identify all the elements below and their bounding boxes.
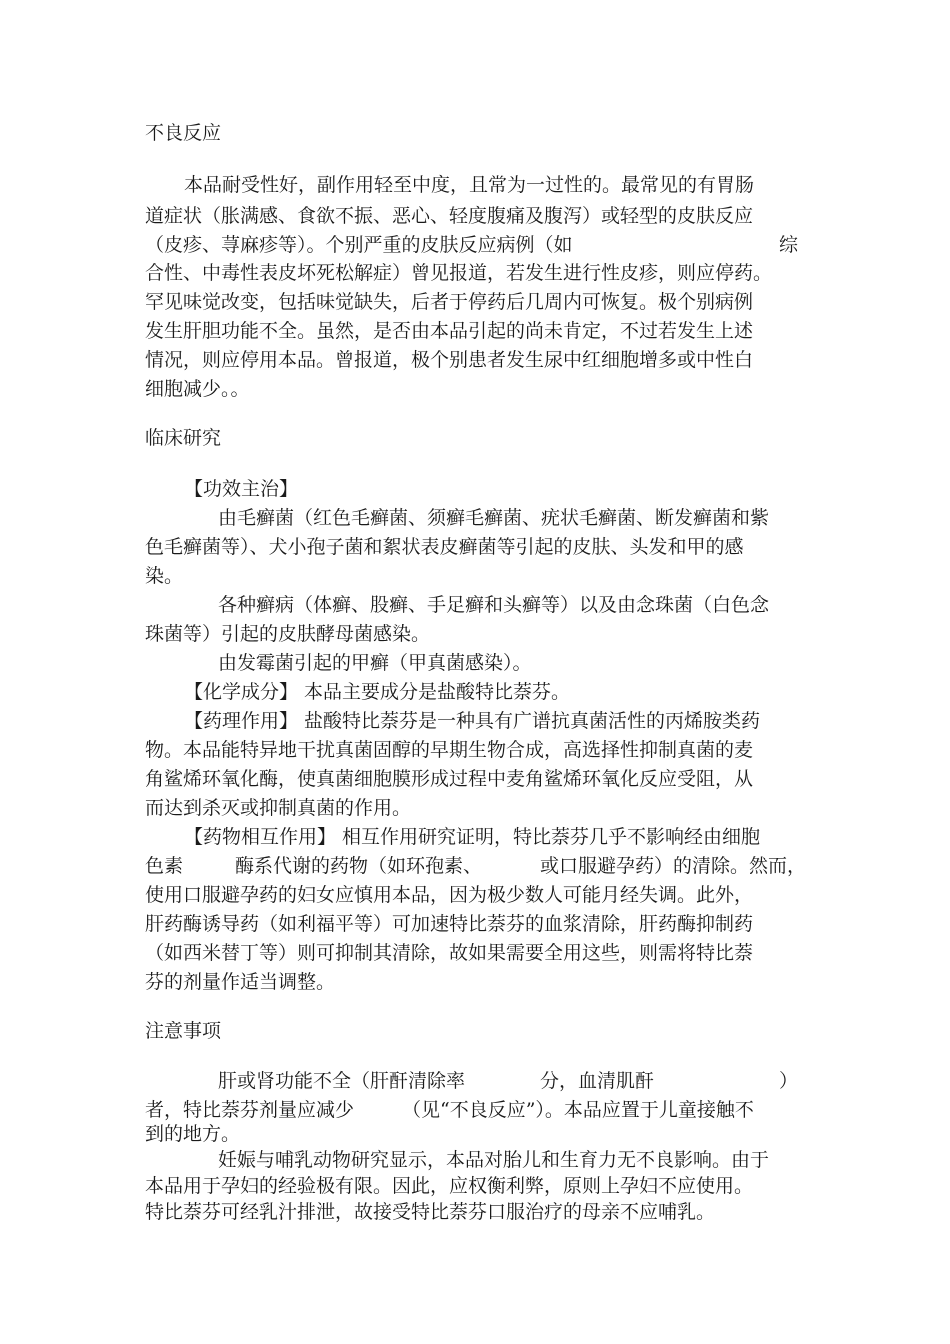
text-line: 本品耐受性好，副作用轻至中度，且常为一过性的。最常见的有胃肠 xyxy=(184,174,755,196)
text-line: 细胞减少。。 xyxy=(145,378,250,400)
text-line: 综 xyxy=(779,234,799,256)
section-title-clinical-research: 临床研究 xyxy=(145,427,222,449)
text-line: 或口服避孕药）的清除。然而， xyxy=(540,855,807,877)
text-line: 各种癣病（体癣、股癣、手足癣和头癣等）以及由念珠菌（白色念 xyxy=(218,594,770,616)
text-line: 本品用于孕妇的经验极有限。因此，应权衡利弊，原则上孕妇不应使用。 xyxy=(145,1175,754,1197)
label-chemical-composition: 【化学成分】 本品主要成分是盐酸特比萘芬。 xyxy=(184,681,571,703)
label-pharmacology: 【药理作用】 盐酸特比萘芬是一种具有广谱抗真菌活性的丙烯胺类药 xyxy=(184,710,761,732)
text-line: 分，血清肌酐 xyxy=(540,1070,655,1092)
text-line: 肝或肾功能不全（肝酐清除率 xyxy=(218,1070,466,1092)
section-title-precautions: 注意事项 xyxy=(145,1020,222,1042)
text-line: 角鲨烯环氧化酶，使真菌细胞膜形成过程中麦角鲨烯环氧化反应受阻，从 xyxy=(145,768,754,790)
text-line: 罕见味觉改变，包括味觉缺失，后者于停药后几周内可恢复。极个别病例 xyxy=(145,291,754,313)
text-line: ） xyxy=(779,1070,799,1092)
text-line: 使用口服避孕药的妇女应慎用本品，因为极少数人可能月经失调。此外， xyxy=(145,884,754,906)
section-title-adverse-reactions: 不良反应 xyxy=(145,122,222,144)
text-line: 芬的剂量作适当调整。 xyxy=(145,971,336,993)
text-line: （皮疹、荨麻疹等）。个别严重的皮肤反应病例（如 xyxy=(145,234,573,256)
text-line: 物。本品能特异地干扰真菌固醇的早期生物合成，高选择性抑制真菌的麦 xyxy=(145,739,754,761)
text-line: 情况，则应停用本品。曾报道，极个别患者发生尿中红细胞增多或中性白 xyxy=(145,349,754,371)
text-line: 而达到杀灭或抑制真菌的作用。 xyxy=(145,797,412,819)
text-line: 由发霉菌引起的甲癣（甲真菌感染）。 xyxy=(218,652,532,674)
text-line: 色素 xyxy=(145,855,184,877)
text-line: 妊娠与哺乳动物研究显示，本品对胎儿和生育力无不良影响。由于 xyxy=(218,1149,770,1171)
label-indications: 【功效主治】 xyxy=(184,478,299,500)
text-line: 道症状（胀满感、食欲不振、恶心、轻度腹痛及腹泻）或轻型的皮肤反应 xyxy=(145,205,754,227)
text-line: 合性、中毒性表皮坏死松解症）曾见报道，若发生进行性皮疹，则应停药。 xyxy=(145,262,773,284)
text-line: 者，特比萘芬剂量应减少 xyxy=(145,1099,355,1121)
text-line: 酶系代谢的药物（如环孢素、 xyxy=(235,855,483,877)
text-line: 由毛癣菌（红色毛癣菌、须癣毛癣菌、疣状毛癣菌、断发癣菌和紫 xyxy=(218,507,770,529)
text-line: 到的地方。 xyxy=(145,1123,241,1145)
text-line: 发生肝胆功能不全。虽然，是否由本品引起的尚未肯定，不过若发生上述 xyxy=(145,320,754,342)
text-line: 珠菌等）引起的皮肤酵母菌感染。 xyxy=(145,623,431,645)
text-line: （见“不良反应”）。本品应置于儿童接触不 xyxy=(402,1099,754,1121)
text-line: 染。 xyxy=(145,565,184,587)
text-line: 特比萘芬可经乳汁排泄，故接受特比萘芬口服治疗的母亲不应哺乳。 xyxy=(145,1201,716,1223)
text-line: 肝药酶诱导药（如利福平等）可加速特比萘芬的血浆清除，肝药酶抑制药 xyxy=(145,913,754,935)
text-line: 色毛癣菌等）、犬小孢子菌和絮状表皮癣菌等引起的皮肤、头发和甲的感 xyxy=(145,536,744,558)
text-line: （如西米替丁等）则可抑制其清除，故如果需要全用这些，则需将特比萘 xyxy=(145,942,754,964)
label-drug-interactions: 【药物相互作用】 相互作用研究证明，特比萘芬几乎不影响经由细胞 xyxy=(184,826,761,848)
